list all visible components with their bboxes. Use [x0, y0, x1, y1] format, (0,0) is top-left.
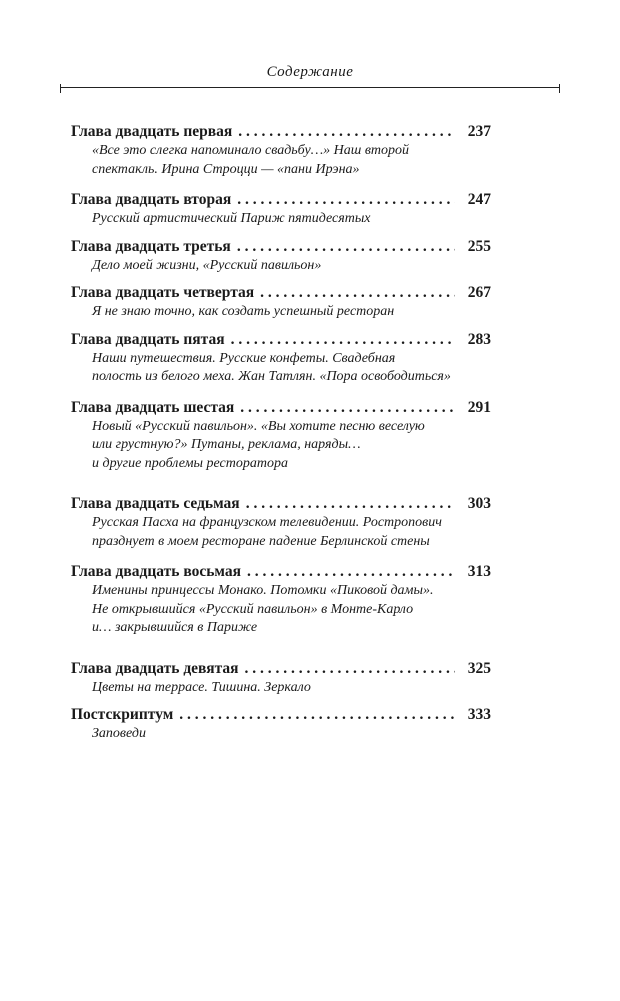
description-line: Я не знаю точно, как создать успешный ресторан: [92, 304, 395, 319]
toc-entry-head: [71, 122, 491, 142]
description-line: Цветы на террасе. Тишина. Зеркало: [92, 679, 311, 695]
chapter-description: [71, 725, 491, 744]
page-number: 283: [467, 330, 491, 348]
toc-entry-head: [71, 283, 491, 303]
chapter-title: Глава двадцать третья: [71, 237, 231, 255]
toc-entry: [71, 562, 491, 638]
description-line: «Все это слегка напоминало свадьбу…» Наш второй: [92, 143, 410, 158]
dot-leader: [237, 190, 455, 210]
toc-entry: [71, 398, 491, 474]
toc-entry: [71, 330, 491, 387]
toc-entry-head: [71, 705, 491, 725]
description-line: Наши путешествия. Русские конфеты. Свадебная: [92, 350, 396, 366]
header-rule: [60, 87, 560, 88]
chapter-description: [71, 257, 491, 276]
page-number: 303: [467, 495, 491, 512]
chapter-title: Глава двадцать первая: [71, 123, 233, 140]
running-header-title: Содержание: [266, 64, 354, 80]
chapter-title: Глава двадцать вторая: [71, 191, 232, 208]
description-line: и… закрывшийся в Париже: [92, 620, 258, 635]
chapter-description: [71, 210, 491, 229]
description-line: полость из белого меха. Жан Татлян. «Пора освободиться»: [92, 369, 451, 384]
dot-leader: [245, 659, 455, 679]
toc-entry: [71, 494, 491, 551]
chapter-description: [71, 679, 491, 698]
chapter-title: Глава двадцать девятая: [71, 659, 239, 677]
toc-entry-head: [71, 659, 491, 679]
chapter-description: [71, 418, 491, 474]
page-number: 291: [467, 398, 491, 416]
dot-leader: [247, 562, 455, 582]
toc-entry: [71, 659, 491, 698]
chapter-description: [71, 303, 491, 322]
dot-leader: [246, 494, 455, 514]
dot-leader: [260, 283, 455, 303]
chapter-title: Глава двадцать шестая: [71, 398, 235, 416]
description-line: Новый «Русский павильон». «Вы хотите песню веселую: [92, 418, 425, 434]
chapter-title: Глава двадцать пятая: [71, 330, 225, 348]
toc-entry-head: [71, 190, 491, 210]
description-line: Заповеди: [92, 726, 146, 741]
chapter-description: [71, 350, 491, 387]
chapter-title: Глава двадцать четвертая: [71, 284, 255, 301]
chapter-title: Глава двадцать седьмая: [71, 495, 240, 512]
description-line: празднует в моем ресторане падение Берлинской стены: [92, 533, 430, 549]
dot-leader: [237, 237, 455, 257]
description-line: Не открывшийся «Русский павильон» в Монте-Карло: [92, 601, 414, 617]
description-line: Именины принцессы Монако. Потомки «Пиковой дамы».: [92, 583, 434, 598]
description-line: спектакль. Ирина Строцци — «пани Ирэна»: [92, 161, 360, 177]
toc-entry: [71, 283, 491, 322]
page-number: 267: [467, 284, 491, 301]
toc-entry: [71, 190, 491, 229]
dot-leader: [231, 330, 455, 350]
toc-entry-head: [71, 398, 491, 418]
dot-leader: [179, 705, 455, 725]
dot-leader: [238, 122, 455, 142]
toc-entry: [71, 122, 491, 179]
toc-entry: [71, 237, 491, 276]
toc-entry-head: [71, 494, 491, 514]
chapter-title: Глава двадцать восьмая: [71, 563, 242, 580]
chapter-description: [71, 142, 491, 179]
description-line: Русский артистический Париж пятидесятых: [92, 211, 371, 226]
page-number: 247: [467, 191, 491, 208]
chapter-description: [71, 582, 491, 638]
table-of-contents: [71, 122, 491, 753]
page-number: 255: [467, 237, 491, 255]
toc-entry-head: [71, 562, 491, 582]
page-number: 325: [467, 659, 491, 677]
description-line: или грустную?» Путаны, реклама, наряды…: [92, 437, 361, 452]
toc-entry-head: [71, 237, 491, 257]
description-line: Дело моей жизни, «Русский павильон»: [92, 257, 322, 273]
description-line: Русская Пасха на французском телевидении. Ростропович: [92, 515, 442, 530]
running-header: [60, 62, 560, 92]
page-number: 313: [467, 563, 491, 580]
toc-entry: [71, 705, 491, 744]
description-line: и другие проблемы ресторатора: [92, 455, 288, 471]
page-number: 237: [467, 123, 491, 140]
chapter-title: Постскриптум: [71, 706, 174, 723]
chapter-description: [71, 514, 491, 551]
page-number: 333: [467, 706, 491, 723]
toc-entry-head: [71, 330, 491, 350]
dot-leader: [240, 398, 455, 418]
